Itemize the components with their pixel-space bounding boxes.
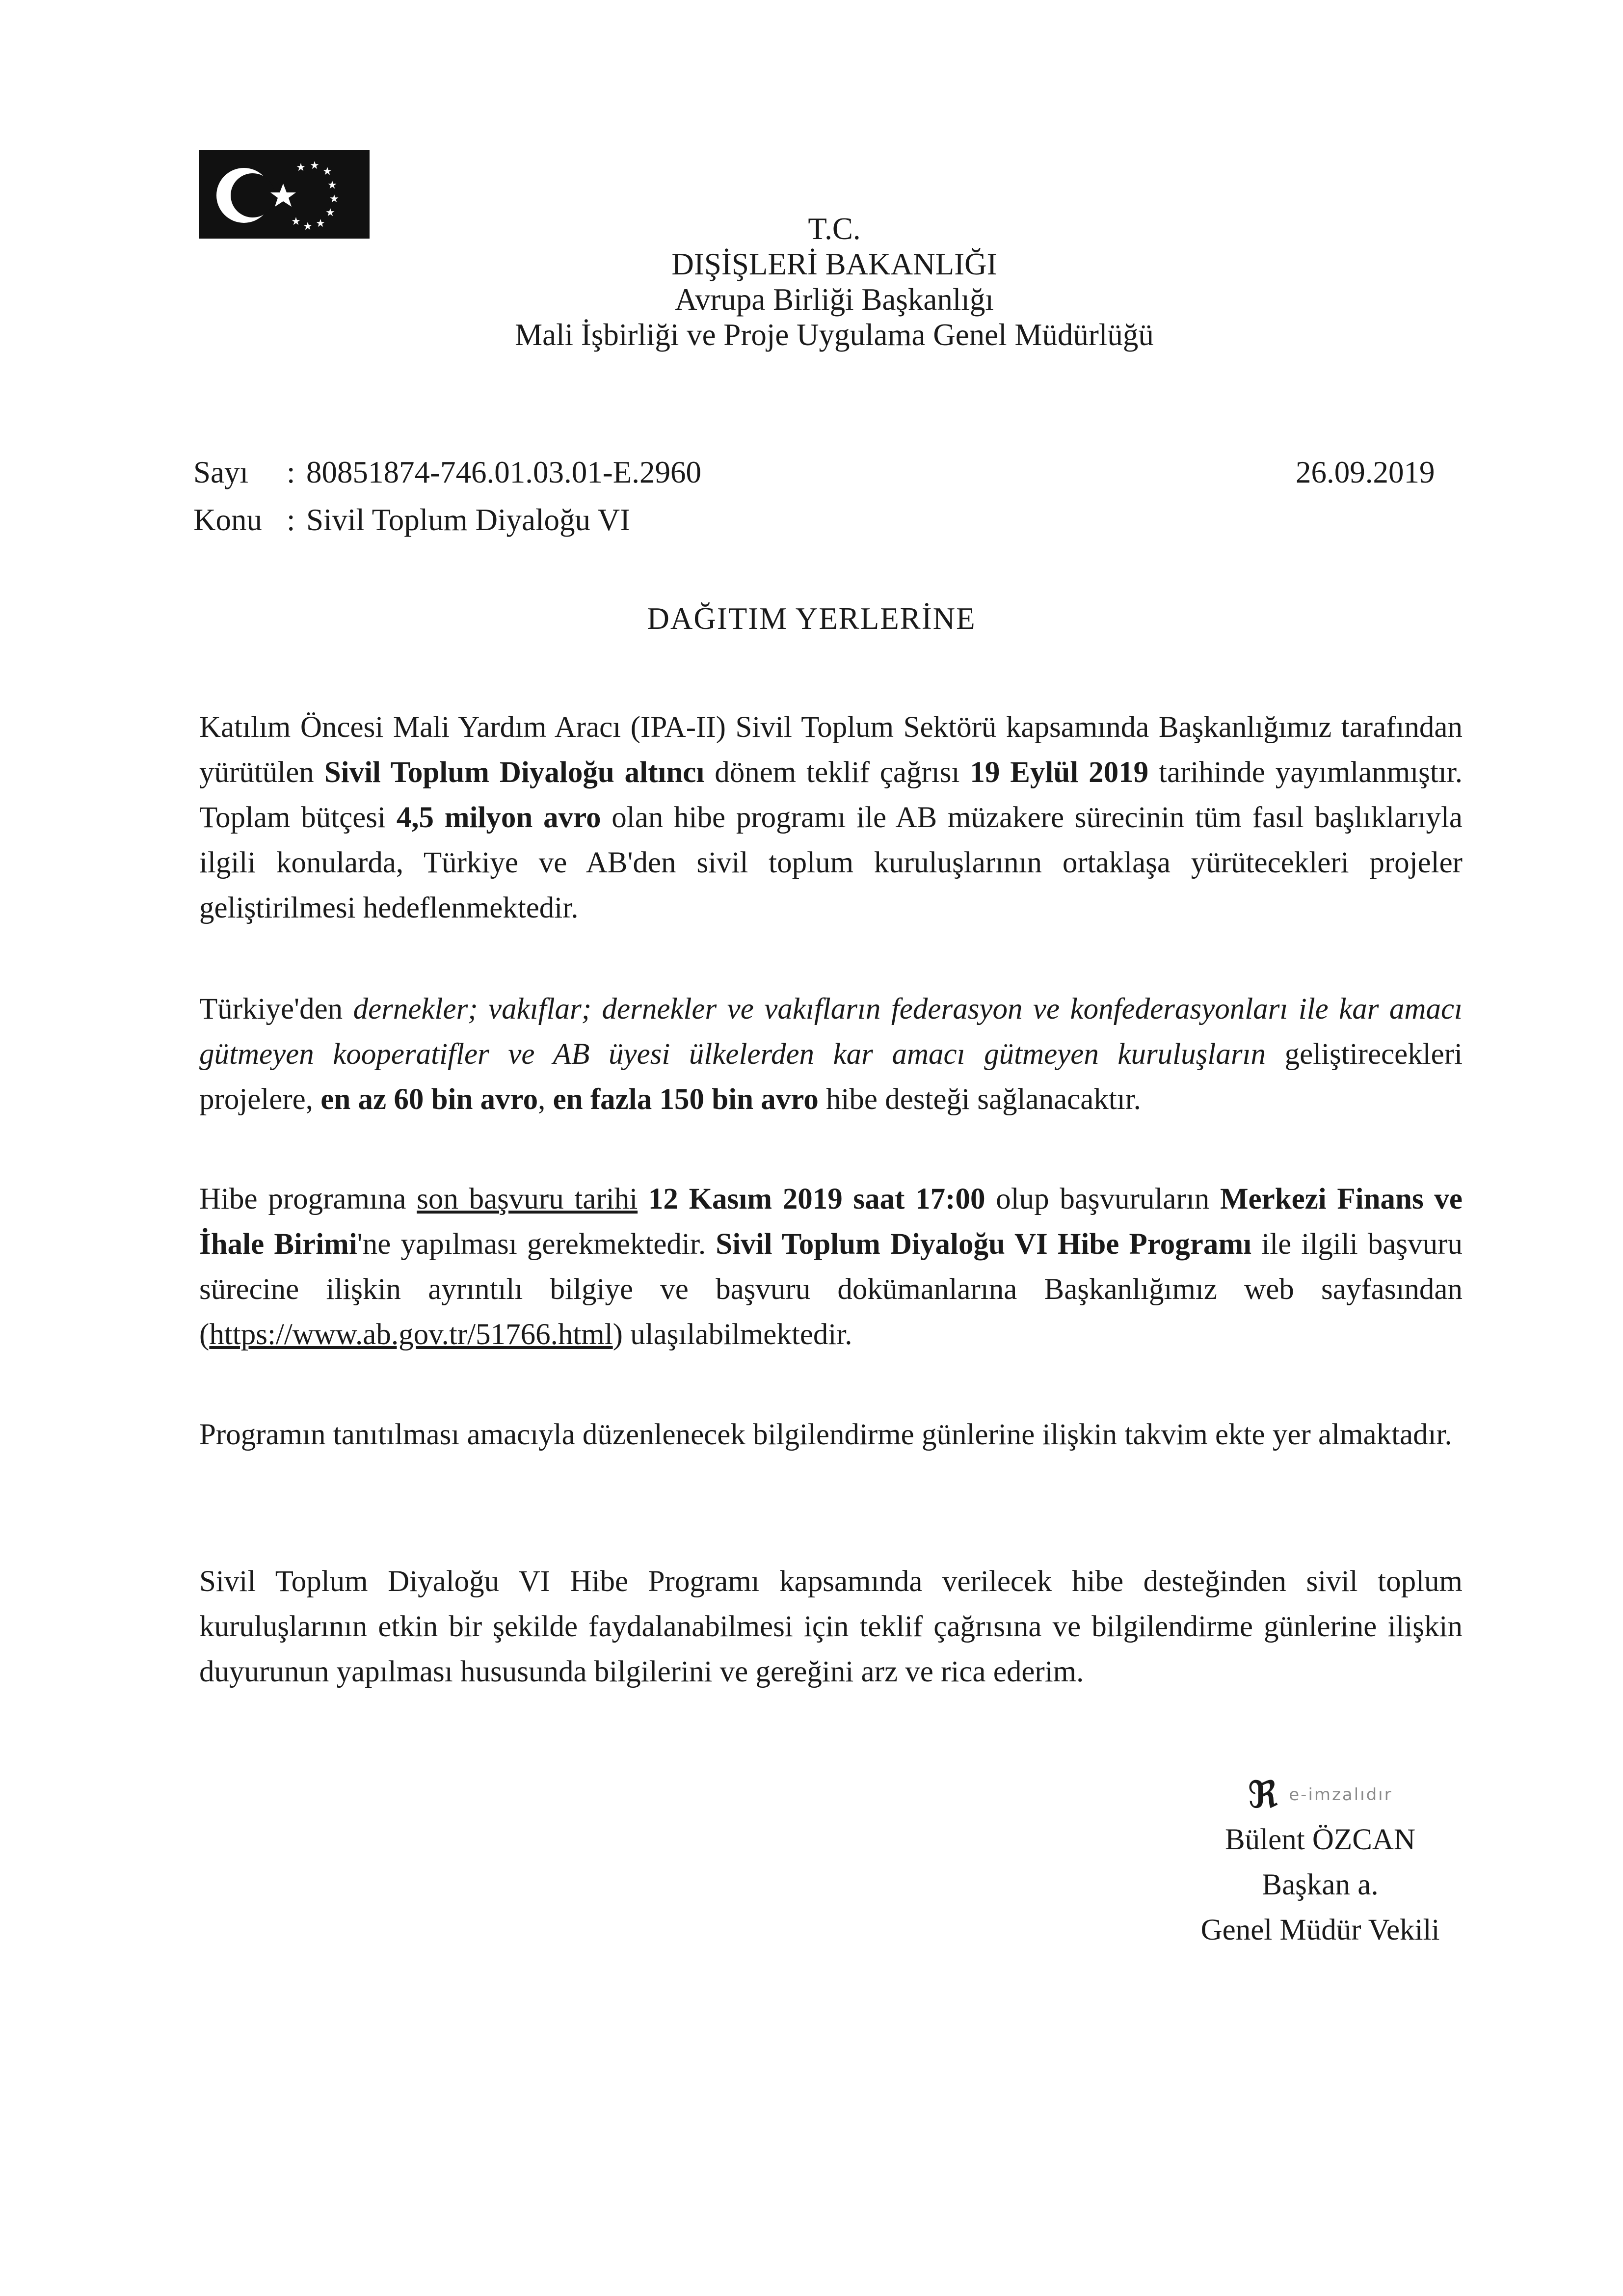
signature-block	[1168, 1772, 1472, 1953]
p1-text-4: olan hibe programı ile AB müzakere sürecinin tüm fasıl başlıklarıyla ilgili konularda, Türkiye ve AB'den sivil toplum kuruluşlarının ortaklaşa yürütecekleri projeler geliştirilmesi hedeflenmektedir.	[199, 801, 1463, 924]
p3-text-3: olup başvuruların	[985, 1183, 1220, 1216]
svg-text:★: ★	[291, 216, 301, 228]
website-link[interactable]: https://www.ab.gov.tr/51766.html	[209, 1318, 613, 1351]
letterhead-ministry: DIŞİŞLERİ BAKANLIĞI	[671, 247, 997, 281]
p1-bold-program: Sivil Toplum Diyaloğu altıncı	[324, 756, 705, 789]
p4-text-1: Programın tanıtılması amacıyla düzenlenecek bilgilendirme günlerine ilişkin takvim ekte yer almaktadır.	[199, 1418, 1452, 1451]
p3-bold-program: Sivil Toplum Diyaloğu VI Hibe Programı	[716, 1228, 1252, 1261]
p2-text-4: hibe desteği sağlanacaktır.	[818, 1083, 1141, 1116]
letterhead-tc: T.C.	[808, 212, 861, 246]
sayi-label: Sayı	[193, 455, 249, 489]
svg-text:★: ★	[329, 193, 339, 205]
svg-text:★: ★	[310, 160, 319, 172]
p1-text-1: Katılım Öncesi Mali Yardım Aracı (IPA-II) Sivil Toplum Sektörü kapsamında Başkanlığımız tarafından yürütülen	[199, 711, 1463, 789]
signatory-name: Bülent ÖZCAN	[1224, 1823, 1415, 1856]
svg-text:★: ★	[303, 220, 313, 233]
p1-text-2: dönem teklif çağrısı	[704, 756, 970, 789]
svg-text:★: ★	[316, 217, 325, 230]
konu-separator: :	[287, 503, 295, 537]
p1-bold-budget: 4,5 milyon avro	[396, 801, 601, 834]
p2-text-3: ,	[538, 1083, 553, 1116]
svg-text:★: ★	[327, 179, 337, 191]
sayi-separator: :	[287, 455, 295, 489]
reference-number-row	[193, 455, 701, 490]
addressee: DAĞITIM YERLERİNE	[647, 601, 976, 636]
p3-text-5: ile ilgili başvuru sürecine ilişkin ayrıntılı bilgiye ve başvuru dokümanlarına Başkanlığımız web sayfasından (	[199, 1228, 1463, 1351]
p3-text-1: Hibe programına	[199, 1183, 417, 1216]
signatory-title-2: Genel Müdür Vekili	[1200, 1914, 1440, 1946]
p1-bold-date: 19 Eylül 2019	[970, 756, 1149, 789]
p2-bold-max-grant: en fazla 150 bin avro	[553, 1083, 819, 1116]
paragraph-call-announcement	[199, 705, 1463, 931]
p2-italic-eligible-applicants: dernekler; vakıflar; dernekler ve vakıfların federasyon ve konfederasyonları ile kar amacı gütmeyen kooperatifler ve AB üyesi ülkelerden kar amacı gütmeyen kuruluşların	[199, 993, 1463, 1071]
paragraph-eligibility	[199, 987, 1463, 1122]
e-signature-label: e-imzalıdır	[1289, 1785, 1393, 1805]
letterhead-presidency: Avrupa Birliği Başkanlığı	[675, 282, 994, 317]
p3-underline-deadline: son başvuru tarihi	[417, 1183, 638, 1216]
sayi-value: 80851874-746.01.03.01-E.2960	[306, 455, 701, 489]
letterhead-directorate: Mali İşbirliği ve Proje Uygulama Genel Müdürlüğü	[515, 318, 1154, 352]
subject-row	[193, 502, 630, 538]
p3-bold-deadline-date: 12 Kasım 2019 saat 17:00	[648, 1183, 985, 1216]
signatory-title-1: Başkan a.	[1262, 1868, 1379, 1901]
p3-text-4: 'ne yapılması gerekmektedir.	[357, 1228, 716, 1261]
svg-text:★: ★	[322, 165, 332, 178]
p2-bold-min-grant: en az 60 bin avro	[320, 1083, 538, 1116]
konu-label: Konu	[193, 503, 262, 537]
p2-text-1: Türkiye'den	[199, 993, 353, 1026]
letterhead	[344, 211, 1325, 352]
svg-text:★: ★	[296, 162, 306, 174]
p3-text-6: ) ulaşılabilmektedir.	[612, 1318, 852, 1351]
svg-text:★: ★	[325, 207, 335, 219]
p2-text-2: geliştirecekleri projelere,	[199, 1038, 1463, 1116]
paragraph-request	[199, 1559, 1463, 1695]
p3-bold-cfcu: Merkezi Finans ve İhale Birimi	[199, 1183, 1463, 1261]
p3-text-2	[638, 1183, 648, 1216]
paragraph-info-days	[199, 1412, 1463, 1458]
e-signature-mark	[1168, 1772, 1472, 1817]
konu-value: Sivil Toplum Diyaloğu VI	[306, 503, 631, 537]
paragraph-deadline	[199, 1177, 1463, 1357]
p5-text-1: Sivil Toplum Diyaloğu VI Hibe Programı kapsamında verilecek hibe desteğinden sivil toplum kuruluşlarının etkin bir şekilde faydalanabilmesi için teklif çağrısına ve bilgilendirme günlerine ilişkin duyurunun yapılması hususunda bilgilerini ve gereğini arz ve rica ederim.	[199, 1565, 1463, 1688]
p1-text-3: tarihinde yayımlanmıştır. Toplam bütçesi	[199, 756, 1463, 834]
document-date: 26.09.2019	[1296, 455, 1435, 489]
e-signature-icon: ℜ	[1248, 1773, 1278, 1816]
